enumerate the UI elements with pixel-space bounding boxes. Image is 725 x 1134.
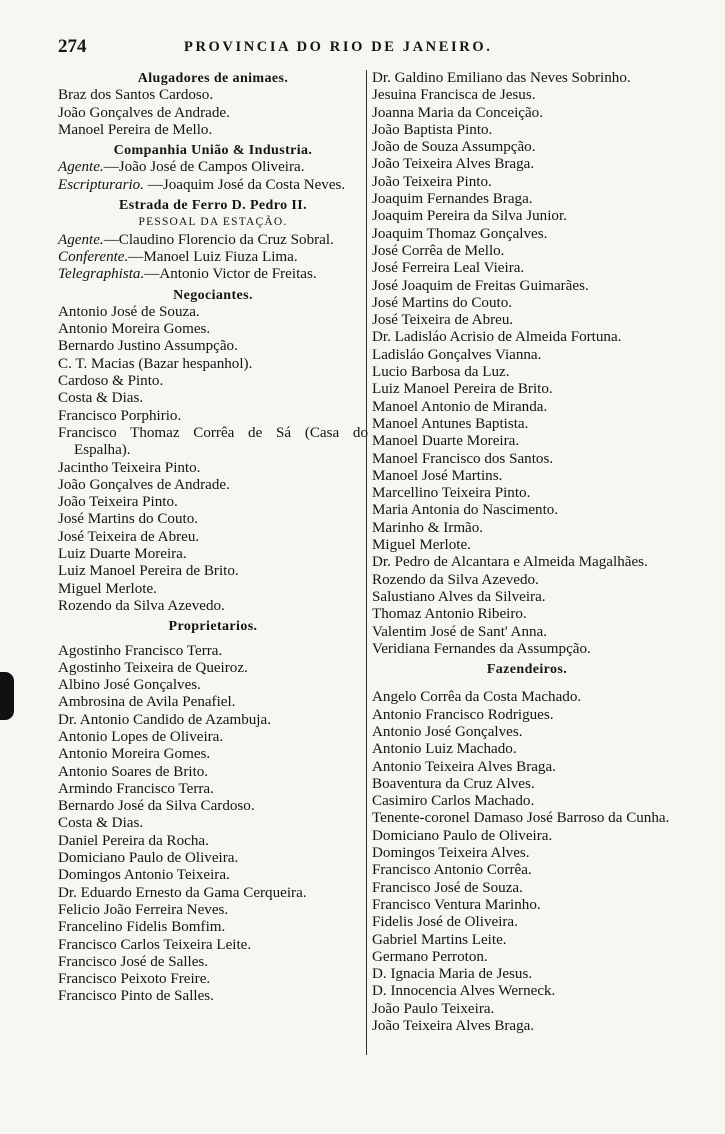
staff-role: Agente.: [58, 231, 104, 248]
list-item: João Teixeira Pinto.: [372, 173, 492, 190]
section-heading-estrada: Estrada de Ferro D. Pedro II.: [118, 198, 307, 214]
list-item: João Teixeira Alves Braga.: [372, 156, 535, 173]
list-item: Francisco Pinto de Salles.: [58, 988, 214, 1005]
list-item: Salustiano Alves da Silveira.: [372, 588, 546, 605]
list-item: João Teixeira Pinto.: [58, 494, 178, 511]
list-item: D. Ignacia Maria de Jesus.: [372, 966, 533, 983]
list-item: Rozendo da Silva Azevedo.: [372, 571, 539, 588]
list-item: Dr. Ladisláo Acrisio de Almeida Fortuna.: [372, 329, 622, 346]
list-item: Maria Antonia do Nascimento.: [372, 502, 559, 519]
list-item: Gabriel Martins Leite.: [372, 931, 507, 948]
list-item: Francelino Fidelis Bomfim.: [58, 919, 226, 936]
list-item: Dr. Galdino Emiliano das Neves Sobrinho.: [372, 70, 631, 86]
list-item: Antonio José Gonçalves.: [372, 723, 523, 740]
list-item: Fidelis José de Oliveira.: [372, 914, 518, 931]
list-item: José Corrêa de Mello.: [372, 242, 505, 259]
list-item: Francisco José de Salles.: [58, 953, 209, 970]
list-item: Marinho & Irmão.: [372, 519, 484, 536]
staff-role: Agente.: [58, 159, 104, 176]
list-item: Miguel Merlote.: [372, 537, 471, 554]
list-item: João Baptista Pinto.: [372, 121, 493, 138]
list-item: Casimiro Carlos Machado.: [372, 793, 535, 810]
list-item: Veridiana Fernandes da Assumpção.: [372, 640, 591, 657]
list-item: Thomaz Antonio Ribeiro.: [372, 606, 527, 623]
list-item: Germano Perroton.: [372, 948, 488, 965]
staff-name: —Claudino Florencio da Cruz Sobral.: [103, 231, 334, 248]
list-item: Antonio Lopes de Oliveira.: [58, 728, 224, 745]
list-item: Jesuina Francisca de Jesus.: [372, 87, 536, 104]
list-item: Manoel Duarte Moreira.: [372, 433, 520, 450]
list-item: João Gonçalves de Andrade.: [58, 476, 230, 493]
list-item: Dr. Eduardo Ernesto da Gama Cerqueira.: [58, 884, 307, 901]
list-item: Lucio Barbosa da Luz.: [372, 364, 510, 381]
list-item: João Gonçalves de Andrade.: [58, 104, 230, 121]
list-item: Antonio Moreira Gomes.: [58, 321, 211, 338]
list-item: Domingos Antonio Teixeira.: [58, 867, 230, 884]
list-item: José Martins do Couto.: [372, 294, 513, 311]
list-item: Francisco Porphirio.: [58, 407, 182, 424]
staff-name: —Antonio Victor de Freitas.: [144, 266, 317, 283]
list-item: Tenente-coronel Damaso José Barroso da Cunha.: [372, 810, 670, 827]
list-item: Domiciano Paulo de Oliveira.: [58, 850, 239, 867]
list-item: Agostinho Francisco Terra.: [58, 642, 223, 659]
list-item: Francisco Carlos Teixeira Leite.: [58, 936, 252, 953]
staff-entry: [58, 177, 368, 194]
list-item: Manoel Antonio de Miranda.: [372, 398, 548, 415]
list-item: Manoel Pereira de Mello.: [58, 121, 213, 138]
list-item: Antonio Francisco Rodrigues.: [372, 706, 554, 723]
section-heading-proprietarios: Proprietarios.: [168, 619, 258, 635]
list-item: Boaventura da Cruz Alves.: [372, 775, 535, 792]
list-item: José Teixeira de Abreu.: [58, 528, 200, 545]
staff-name: —João José de Campos Oliveira.: [103, 159, 305, 176]
list-item: Dr. Pedro de Alcantara e Almeida Magalhães.: [372, 554, 648, 571]
list-item: Manoel Antunes Baptista.: [372, 415, 529, 432]
list-item: Joaquim Thomaz Gonçalves.: [372, 225, 548, 242]
list-item: D. Innocencia Alves Werneck.: [372, 983, 556, 1000]
list-item: Braz dos Santos Cardoso.: [58, 87, 214, 104]
list-item: Costa & Dias.: [58, 815, 144, 832]
list-item: Ladisláo Gonçalves Vianna.: [372, 346, 542, 363]
list-item: Manoel José Martins.: [372, 467, 503, 484]
list-item: Antonio Moreira Gomes.: [58, 746, 211, 763]
list-item: Domiciano Paulo de Oliveira.: [372, 827, 553, 844]
running-title: PROVINCIA DO RIO DE JANEIRO.: [184, 39, 493, 55]
staff-entry: [58, 266, 368, 283]
list-item: Angelo Corrêa da Costa Machado.: [372, 689, 582, 706]
list-item: Domingos Teixeira Alves.: [372, 845, 530, 862]
list-item: José Ferreira Leal Vieira.: [372, 260, 525, 277]
list-item: Jacintho Teixeira Pinto.: [58, 459, 201, 476]
list-item: José Martins do Couto.: [58, 511, 199, 528]
list-item: Felicio João Ferreira Neves.: [58, 901, 229, 918]
staff-role: Conferente.: [58, 248, 129, 265]
list-item: Luiz Duarte Moreira.: [58, 546, 187, 563]
list-item: José Teixeira de Abreu.: [372, 312, 514, 329]
list-item: João Teixeira Alves Braga.: [372, 1018, 535, 1035]
list-item: Bernardo José da Silva Cardoso.: [58, 798, 255, 815]
staff-name: —Manoel Luiz Fiuza Lima.: [128, 248, 298, 265]
list-item: Luiz Manoel Pereira de Brito.: [372, 381, 553, 398]
list-item: Marcellino Teixeira Pinto.: [372, 485, 531, 502]
list-item: Francisco Ventura Marinho.: [372, 896, 541, 913]
list-item: Antonio Luiz Machado.: [372, 741, 517, 758]
staff-entry: [58, 249, 368, 266]
list-item: Miguel Merlote.: [58, 580, 157, 597]
list-item: Antonio José de Souza.: [58, 303, 200, 320]
list-item: Agostinho Teixeira de Queiroz.: [58, 659, 248, 676]
list-item: Rozendo da Silva Azevedo.: [58, 597, 225, 614]
section-heading-fazendeiros: Fazendeiros.: [486, 662, 568, 678]
left-column: [58, 70, 368, 1006]
section-heading-alugadores: Alugadores de animaes.: [137, 71, 289, 86]
section-heading-negociantes: Negociantes.: [173, 287, 253, 303]
list-item: Antonio Teixeira Alves Braga.: [372, 758, 556, 775]
list-item: Manoel Francisco dos Santos.: [372, 450, 554, 467]
section-heading-companhia: Companhia União & Industria.: [113, 143, 313, 159]
list-item: Dr. Antonio Candido de Azambuja.: [58, 711, 271, 728]
staff-role: Escripturario.: [58, 176, 144, 193]
list-item: José Joaquim de Freitas Guimarães.: [372, 277, 589, 294]
staff-name: —Joaquim José da Costa Neves.: [143, 176, 346, 193]
list-item: Cardoso & Pinto.: [58, 373, 164, 390]
list-item: Costa & Dias.: [58, 390, 144, 407]
right-column: [372, 70, 682, 1035]
list-item: Joanna Maria da Conceição.: [372, 104, 543, 121]
list-item: C. T. Macias (Bazar hespanhol).: [58, 355, 253, 372]
list-item: Francisco José de Souza.: [372, 879, 523, 896]
list-item: Valentim José de Sant' Anna.: [372, 623, 548, 640]
list-item: Daniel Pereira da Rocha.: [58, 832, 209, 849]
list-item: João Paulo Teixeira.: [372, 1000, 495, 1017]
list-item: Joaquim Pereira da Silva Junior.: [372, 208, 567, 225]
list-item: Antonio Soares de Brito.: [58, 763, 209, 780]
list-item: Bernardo Justino Assumpção.: [58, 338, 238, 355]
list-item: Francisco Thomaz Corrêa de Sá (Casa do Espalha).: [58, 424, 368, 459]
page-number: 274: [58, 36, 87, 57]
list-item: Francisco Antonio Corrêa.: [372, 862, 532, 879]
list-item: Luiz Manoel Pereira de Brito.: [58, 563, 239, 580]
section-subheading-pessoal: PESSOAL DA ESTAÇÃO.: [138, 216, 288, 229]
list-item: Ambrosina de Avila Penafiel.: [58, 694, 236, 711]
list-item: Joaquim Fernandes Braga.: [372, 191, 533, 208]
list-item: Albino José Gonçalves.: [58, 677, 201, 694]
staff-role: Telegraphista.: [58, 266, 145, 283]
margin-ink-blot: [0, 672, 14, 720]
list-item: Armindo Francisco Terra.: [58, 780, 214, 797]
list-item: João de Souza Assumpção.: [372, 139, 536, 156]
page-header: [58, 36, 668, 60]
staff-entry: [58, 159, 368, 176]
list-item: Francisco Peixoto Freire.: [58, 971, 211, 988]
staff-entry: [58, 232, 368, 249]
